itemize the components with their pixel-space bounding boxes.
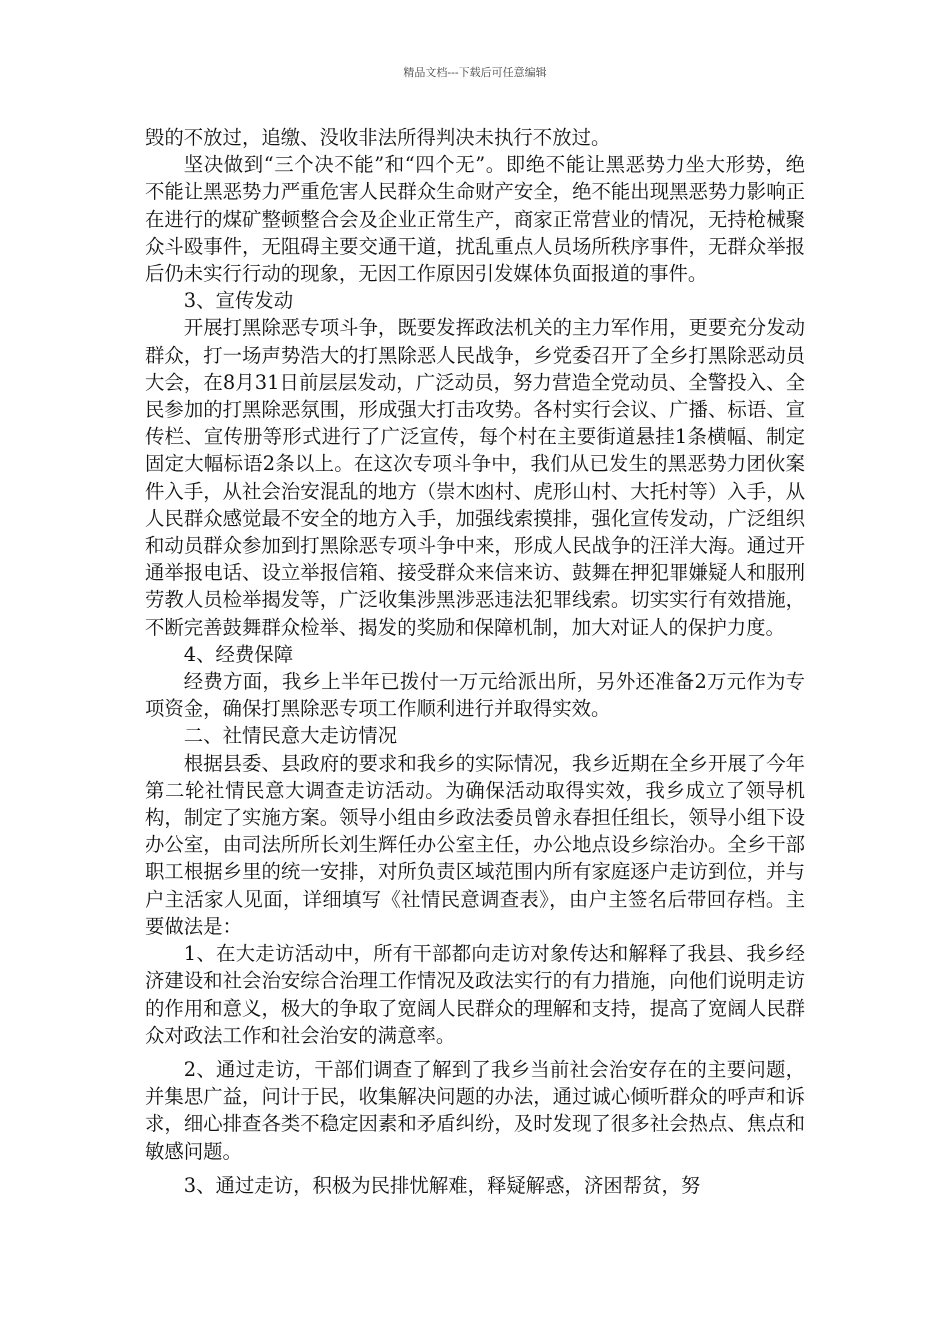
section-heading: 二、社情民意大走访情况 — [183, 724, 398, 748]
paragraph: 开展打黑除恶专项斗争，既要发挥政法机关的主力军作用，更要充分发动群众，打一场声势浩大的打黑除恶人民战争，乡党委召开了全乡打黑除恶动员大会，在8月31日前层层发动，广泛动员，努力营造全党动员、全警投入、全民参加的打黑除恶氛围，形成强大打击攻势。各村实行会议、广播、标语、宣传栏、宣传册等形式进行了广泛宣传，每个村在主要街道悬挂1条横幅、制定固定大幅标语2条以上。在这次专项斗争中，我们从已发生的黑恶势力团伙案件入手，从社会治安混乱的地方（崇木凼村、虎形山村、大托村等）入手，从人民群众感觉最不安全的地方入手，加强线索摸排，强化宣传发动，广泛组织和动员群众参加到打黑除恶专项斗争中来，形成人民战争的汪洋大海。通过开通举报电话、设立举报信箱、接受群众来信来访、鼓舞在押犯罪嫌疑人和服刑劳教人员检举揭发等，广泛收集涉黑涉恶违法犯罪线索。切实实行有效措施，不断完善鼓舞群众检举、揭发的奖励和保障机制，加大对证人的保护力度。 — [145, 316, 805, 639]
section-heading: 3、宣传发动 — [183, 289, 294, 313]
page-header: 精品文档---下载后可任意编辑 — [403, 66, 547, 79]
paragraph: 1、在大走访活动中，所有干部都向走访对象传达和解释了我县、我乡经济建设和社会治安综合治理工作情况及政法实行的有力措施，向他们说明走访的作用和意义，极大的争取了宽阔人民群众的理解和支持，提高了宽阔人民群众对政法工作和社会治安的满意率。 — [145, 942, 805, 1047]
paragraph: 坚决做到“三个决不能”和“四个无”。即绝不能让黑恶势力坐大形势，绝不能让黑恶势力严重危害人民群众生命财产安全，绝不能出现黑恶势力影响正在进行的煤矿整顿整合会及企业正常生产，商家正常营业的情况，无持枪械聚众斗殴事件，无阻碍主要交通干道，扰乱重点人员场所秩序事件，无群众举报后仍未实行行动的现象，无因工作原因引发媒体负面报道的事件。 — [145, 153, 805, 286]
paragraph: 毁的不放过，追缴、没收非法所得判决未执行不放过。 — [145, 126, 611, 149]
paragraph: 2、通过走访，干部们调查了解到了我乡当前社会治安存在的主要问题，并集思广益，问计于民，收集解决问题的办法，通过诚心倾听群众的呼声和诉求，细心排查各类不稳定因素和矛盾纠纷，及时发现了很多社会热点、焦点和敏感问题。 — [145, 1057, 805, 1163]
paragraph: 经费方面，我乡上半年已拨付一万元给派出所，另外还准备2万元作为专项资金，确保打黑除恶专项工作顺利进行并取得实效。 — [145, 670, 805, 721]
paragraph: 3、通过走访，积极为民排忧解难，释疑解惑，济困帮贫，努 — [183, 1173, 701, 1197]
section-heading: 4、经费保障 — [183, 642, 294, 666]
paragraph: 根据县委、县政府的要求和我乡的实际情况，我乡近期在全乡开展了今年第二轮社情民意大调查走访活动。为确保活动取得实效，我乡成立了领导机构，制定了实施方案。领导小组由乡政法委员曾永春担任组长，领导小组下设办公室，由司法所所长刘生辉任办公室主任，办公地点设乡综治办。全乡干部职工根据乡里的统一安排，对所负责区域范围内所有家庭逐户走访到位，并与户主活家人见面，详细填写《社情民意调查表》，由户主签名后带回存档。主要做法是： — [145, 751, 805, 938]
document-body — [145, 124, 805, 1199]
